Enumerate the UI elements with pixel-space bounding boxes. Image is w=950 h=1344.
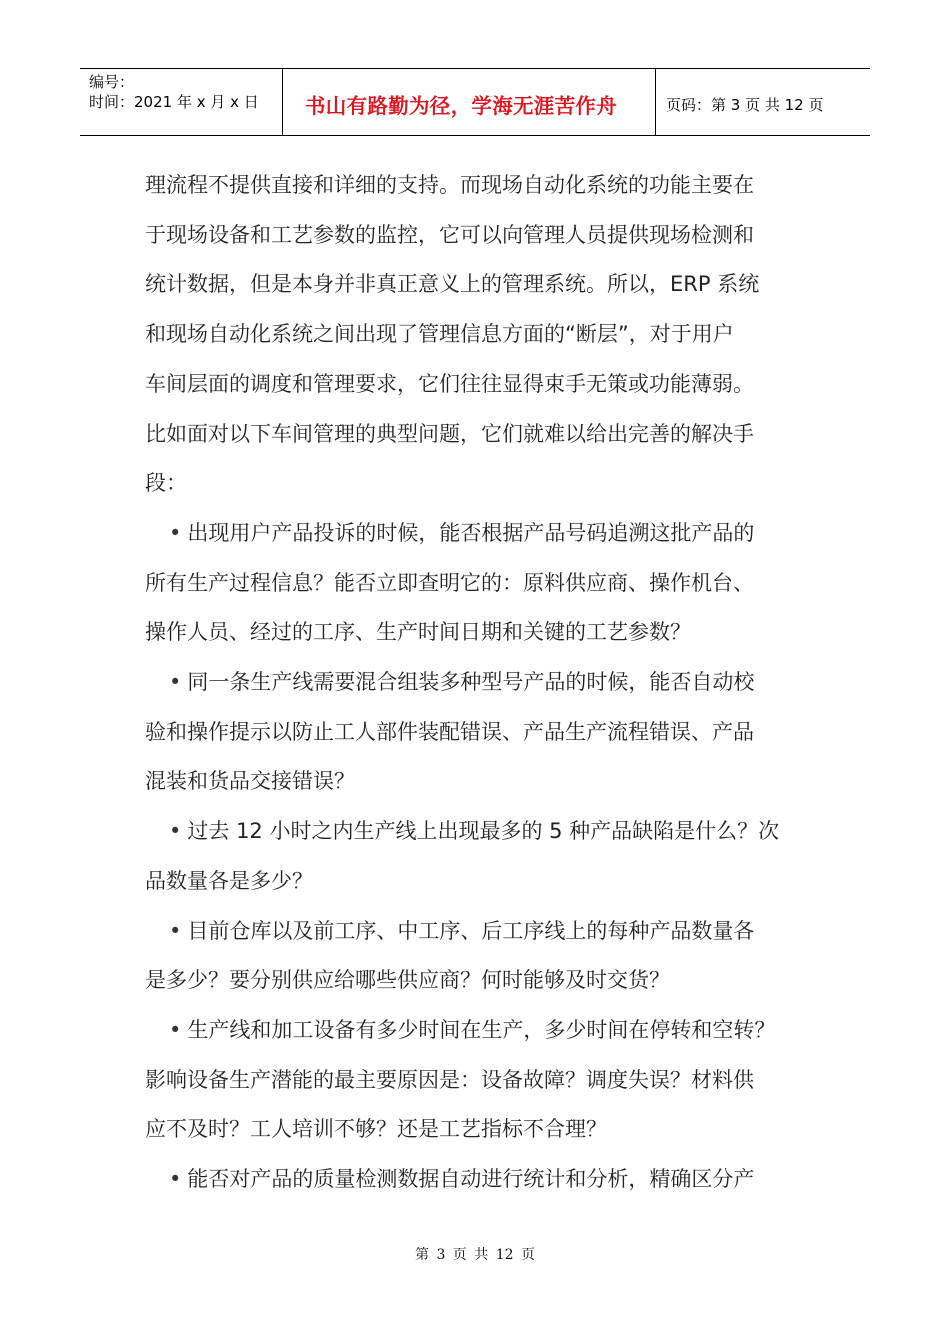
bullet-continuation: 是多少？要分别供应给哪些供应商？何时能够及时交货？	[145, 968, 670, 993]
bullet-icon: •	[169, 819, 182, 844]
time-label: 时间：2021 年 x 月 x 日	[89, 93, 259, 111]
document-body	[145, 161, 805, 1205]
serial-label: 编号：	[89, 73, 135, 91]
bullet-item-first-line	[145, 509, 805, 559]
bullet-text: 目前仓库以及前工序、中工序、后工序线上的每种产品数量各	[187, 918, 755, 943]
header-motto: 书山有路勤为径，学海无涯苦作舟	[283, 69, 656, 135]
bullet-icon: •	[169, 1167, 182, 1192]
body-line: 段：	[145, 471, 187, 496]
bullet-icon: •	[169, 1017, 182, 1042]
bullet-continuation: 操作人员、经过的工序、生产时间日期和关键的工艺参数？	[145, 620, 691, 645]
body-line: 统计数据，但是本身并非真正意义上的管理系统。所以，ERP 系统	[145, 272, 760, 297]
bullet-text: 出现用户产品投诉的时候，能否根据产品号码追溯这批产品的	[187, 520, 755, 545]
bullet-continuation: 影响设备生产潜能的最主要原因是：设备故障？调度失误？材料供	[145, 1067, 754, 1092]
bullet-continuation: 验和操作提示以防止工人部件装配错误、产品生产流程错误、产品	[145, 719, 754, 744]
bullet-text: 过去 12 小时之内生产线上出现最多的 5 种产品缺陷是什么？次	[187, 819, 780, 844]
page-header	[80, 68, 870, 136]
bullet-text: 生产线和加工设备有多少时间在生产，多少时间在停转和空转？	[187, 1017, 776, 1042]
header-page-info: 页码：第 3 页 共 12 页	[666, 95, 824, 114]
body-line: 和现场自动化系统之间出现了管理信息方面的“断层”，对于用户	[145, 322, 734, 347]
bullet-continuation: 品数量各是多少？	[145, 868, 313, 893]
body-line: 理流程不提供直接和详细的支持。而现场自动化系统的功能主要在	[145, 173, 754, 197]
bullet-icon: •	[169, 520, 182, 545]
bullet-continuation: 混装和货品交接错误？	[145, 769, 355, 794]
bullet-item-first-line	[145, 658, 805, 708]
bullet-item-first-line	[145, 907, 805, 957]
bullet-icon: •	[169, 670, 182, 695]
bullet-icon: •	[169, 918, 182, 943]
body-line: 车间层面的调度和管理要求，它们往往显得束手无策或功能薄弱。	[145, 371, 754, 396]
bullet-item-first-line	[145, 1155, 805, 1205]
bullet-text: 能否对产品的质量检测数据自动进行统计和分析，精确区分产	[187, 1167, 755, 1192]
page-footer: 第 3 页 共 12 页	[415, 1247, 535, 1263]
bullet-item-first-line	[145, 1006, 805, 1056]
body-line: 比如面对以下车间管理的典型问题，它们就难以给出完善的解决手	[145, 421, 754, 446]
bullet-continuation: 应不及时？工人培训不够？还是工艺指标不合理？	[145, 1117, 607, 1142]
bullet-item-first-line	[145, 807, 805, 857]
bullet-continuation: 所有生产过程信息？能否立即查明它的：原料供应商、操作机台、	[145, 570, 754, 595]
body-line: 于现场设备和工艺参数的监控，它可以向管理人员提供现场检测和	[145, 222, 754, 247]
header-meta	[80, 69, 283, 135]
bullet-text: 同一条生产线需要混合组装多种型号产品的时候，能否自动校	[187, 670, 755, 695]
